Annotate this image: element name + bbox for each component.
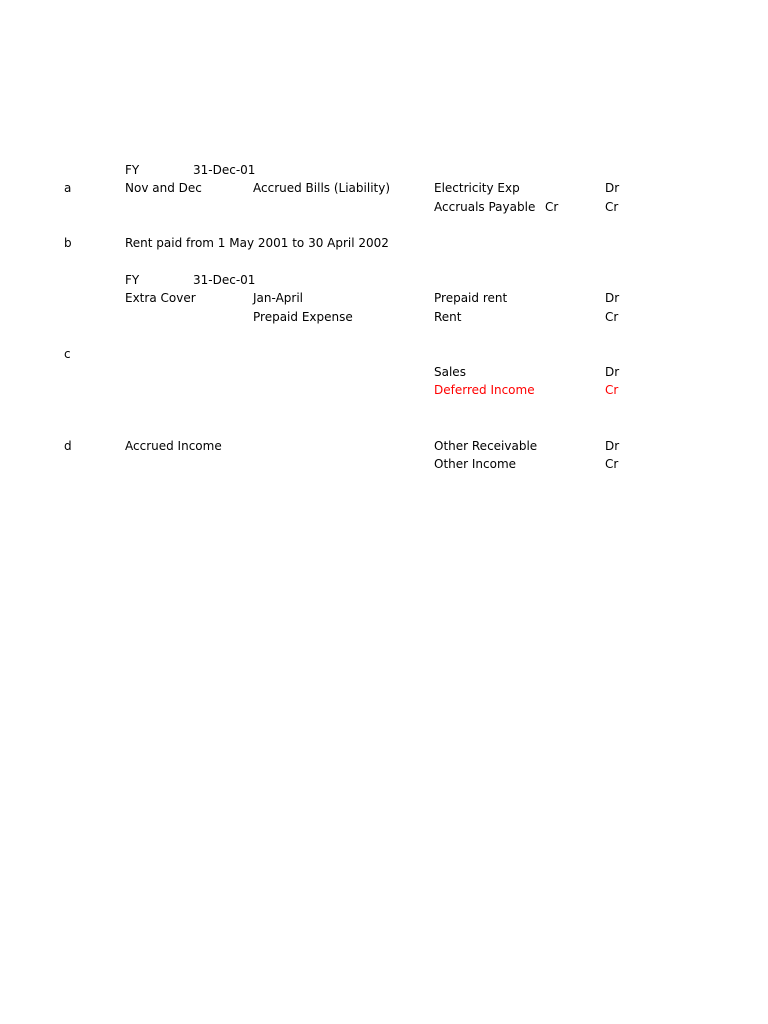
- section-b-period: Jan-April: [253, 291, 303, 305]
- entry-account-highlighted: Deferred Income: [434, 383, 535, 397]
- fy-date: 31-Dec-01: [193, 273, 256, 287]
- entry-side-highlighted: Cr: [605, 383, 619, 397]
- entry-account: Rent: [434, 310, 462, 324]
- entry-account: Accruals Payable: [434, 200, 536, 214]
- section-a-label: a: [64, 181, 72, 195]
- section-a-header-row: [0, 161, 768, 179]
- entry-account: Electricity Exp: [434, 181, 520, 195]
- section-c-label-row: [0, 345, 768, 363]
- section-d-label: d: [64, 439, 72, 453]
- section-a-description: Accrued Bills (Liability): [253, 181, 391, 195]
- section-d-description: Accrued Income: [125, 439, 222, 453]
- fy-date: 31-Dec-01: [193, 163, 256, 177]
- section-b-row-2: [0, 308, 768, 326]
- section-b-label: b: [64, 236, 72, 250]
- section-b-header-row: [0, 271, 768, 289]
- entry-account: Sales: [434, 365, 466, 379]
- section-b-note: Rent paid from 1 May 2001 to 30 April 2002: [125, 236, 389, 250]
- entry-account: Other Receivable: [434, 439, 538, 453]
- section-b-row-1: [0, 289, 768, 307]
- entry-mid: Cr: [545, 200, 559, 214]
- section-c-label: c: [64, 347, 71, 361]
- section-b-note-row: [0, 234, 768, 252]
- entry-account: Prepaid rent: [434, 291, 508, 305]
- section-d-row-2: [0, 455, 768, 473]
- section-c-row-1: [0, 363, 768, 381]
- entry-side: Dr: [605, 291, 620, 305]
- section-b-cover: Extra Cover: [125, 291, 196, 305]
- entry-side: Cr: [605, 200, 619, 214]
- entry-account: Other Income: [434, 457, 517, 471]
- section-a-period: Nov and Dec: [125, 181, 202, 195]
- section-b-description: Prepaid Expense: [253, 310, 353, 324]
- section-c-row-2: [0, 381, 768, 399]
- entry-side: Cr: [605, 457, 619, 471]
- section-d-row-1: [0, 437, 768, 455]
- section-a-row-1: [0, 179, 768, 197]
- entry-side: Dr: [605, 365, 620, 379]
- fy-label: FY: [125, 163, 140, 177]
- entry-side: Dr: [605, 439, 620, 453]
- section-a-row-2: [0, 198, 768, 216]
- fy-label: FY: [125, 273, 140, 287]
- entry-side: Dr: [605, 181, 620, 195]
- entry-side: Cr: [605, 310, 619, 324]
